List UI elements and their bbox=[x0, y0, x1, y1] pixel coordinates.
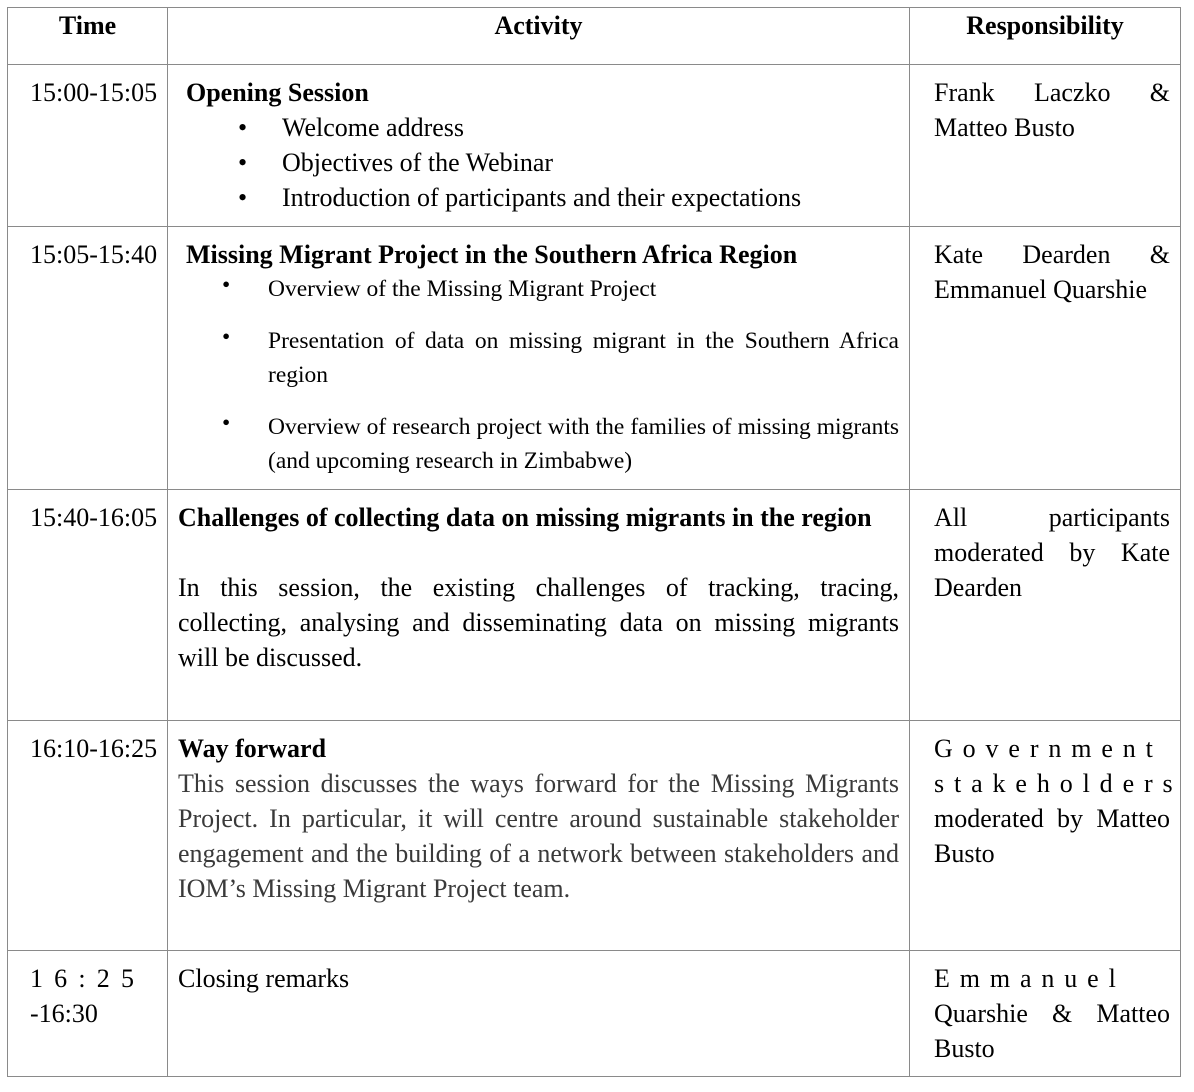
activity-description: In this session, the existing challenges of tracking, tracing, collecting, analysing and disseminating data on missing migrants will be discussed. bbox=[178, 573, 899, 672]
responsibility-rest: moderated by Matteo Busto bbox=[934, 804, 1170, 868]
activity-cell bbox=[168, 490, 910, 721]
activity-description: This session discusses the ways forward for the Missing Migrants Project. In particular, it will centre around sustainable stakeholder engagement and the building of a network between stakeholders and IOM’s Missing Migrant Project team. bbox=[178, 769, 899, 903]
responsibility-cell: Kate Dearden & Emmanuel Quarshie bbox=[910, 227, 1181, 490]
header-activity: Activity bbox=[168, 8, 910, 65]
activity-bullet-list bbox=[178, 272, 899, 478]
time-cell: 15:40-16:05 bbox=[8, 490, 168, 721]
activity-title: Way forward bbox=[178, 734, 327, 763]
list-item: • Presentation of data on missing migrant in the Southern Africa region bbox=[178, 324, 899, 392]
activity-description: Closing remarks bbox=[178, 964, 350, 993]
table-row bbox=[8, 490, 1181, 721]
time-end: -16:30 bbox=[30, 999, 98, 1028]
activity-bullet-list bbox=[178, 110, 899, 215]
activity-title: Challenges of collecting data on missing migrants in the region bbox=[178, 503, 872, 532]
header-row bbox=[8, 8, 1181, 65]
responsibility-cell: Frank Laczko & Matteo Busto bbox=[910, 65, 1181, 227]
activity-title: Missing Migrant Project in the Southern Africa Region bbox=[186, 240, 798, 269]
time-cell: 15:00-15:05 bbox=[8, 65, 168, 227]
time-start: 16:25 bbox=[30, 964, 146, 993]
responsibility-rest: Quarshie & Matteo Busto bbox=[934, 999, 1170, 1063]
responsibility-cell bbox=[910, 721, 1181, 951]
list-item: • Overview of research project with the families of missing migrants (and upcoming research in Zimbabwe) bbox=[178, 410, 899, 478]
time-cell: 16:10-16:25 bbox=[8, 721, 168, 951]
agenda-table bbox=[7, 7, 1181, 1077]
responsibility-lead: Government stakeholders bbox=[934, 734, 1183, 798]
header-responsibility: Responsibility bbox=[910, 8, 1181, 65]
table-row bbox=[8, 65, 1181, 227]
activity-cell bbox=[168, 65, 910, 227]
responsibility-lead: Emmanuel bbox=[934, 964, 1126, 993]
time-cell: 15:05-15:40 bbox=[8, 227, 168, 490]
responsibility-cell bbox=[910, 951, 1181, 1077]
activity-cell bbox=[168, 721, 910, 951]
time-cell bbox=[8, 951, 168, 1077]
table-row bbox=[8, 721, 1181, 951]
list-item: • Introduction of participants and their expectations bbox=[178, 180, 899, 215]
list-item: • Objectives of the Webinar bbox=[178, 145, 899, 180]
table-row bbox=[8, 227, 1181, 490]
responsibility-cell: All participants moderated by Kate Dearden bbox=[910, 490, 1181, 721]
header-time: Time bbox=[8, 8, 168, 65]
activity-cell bbox=[168, 227, 910, 490]
table-row bbox=[8, 951, 1181, 1077]
activity-title: Opening Session bbox=[186, 78, 369, 107]
activity-cell bbox=[168, 951, 910, 1077]
list-item: • Overview of the Missing Migrant Project bbox=[178, 272, 899, 306]
list-item: • Welcome address bbox=[178, 110, 899, 145]
